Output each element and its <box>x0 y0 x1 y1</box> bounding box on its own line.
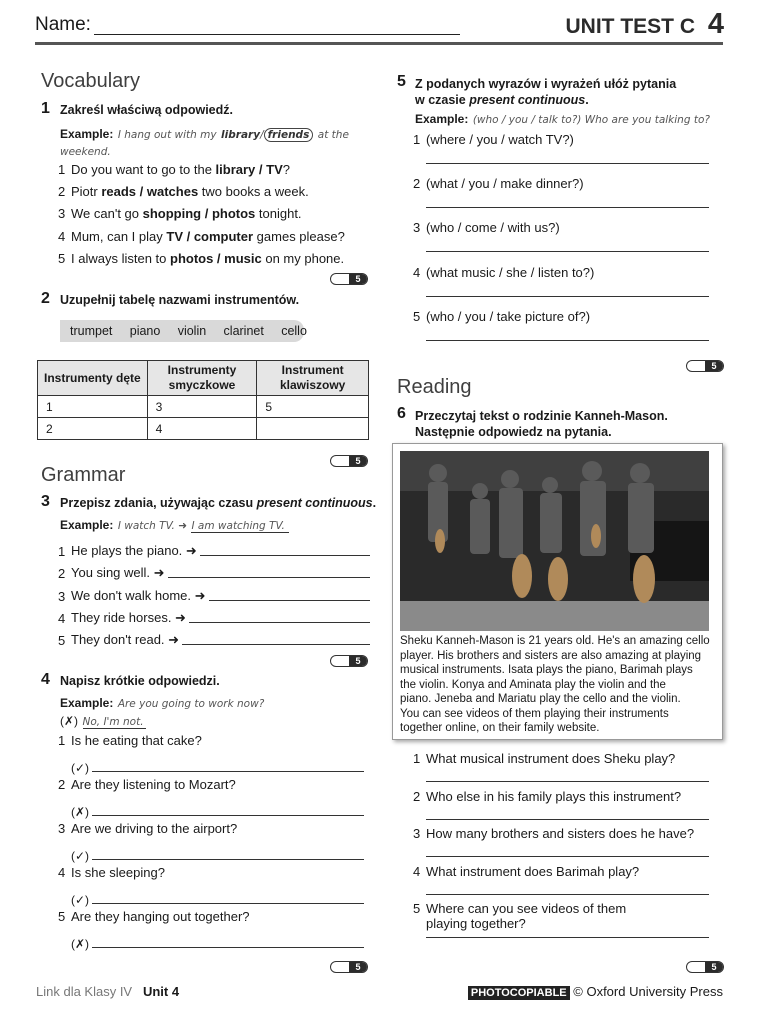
answer-line[interactable] <box>426 856 709 857</box>
answer-row <box>58 754 364 775</box>
q6-instruction: Przeczytaj tekst o rodzinie Kanneh-Mason. Następnie odpowiedz na pytania. <box>415 409 668 439</box>
musicians-silhouette <box>400 451 709 631</box>
q5-number: 5 <box>397 73 406 90</box>
item-text: Is she sleeping? <box>71 865 165 880</box>
reading-card <box>392 443 723 740</box>
q3-example <box>60 516 289 534</box>
passage-line: You can see videos of them playing their instruments <box>400 707 669 720</box>
q2-score <box>330 455 368 467</box>
question-row <box>413 826 709 841</box>
answer-line[interactable] <box>189 622 370 623</box>
item-number: 3 <box>58 821 66 836</box>
item-text: (what / you / make dinner?) <box>426 176 584 192</box>
q4-items <box>58 733 364 953</box>
q3-items <box>58 537 370 648</box>
table-header-keyboard: Instrument klawiszowy <box>257 361 369 396</box>
q3-instruction: Przepisz zdania, używając czasu present continuous. <box>60 496 377 510</box>
list-item <box>58 229 368 251</box>
table-cell[interactable]: 2 <box>38 418 148 440</box>
item-number: 5 <box>58 909 66 924</box>
answer-mark: (✓) <box>71 761 90 775</box>
q4-number: 4 <box>41 671 50 688</box>
q1-example-text: I hang out with my <box>117 129 217 141</box>
answer-row <box>58 798 364 819</box>
list-item <box>58 184 368 206</box>
q5-example <box>415 110 710 128</box>
item-text: (what music / she / listen to?) <box>426 264 595 280</box>
list-item <box>58 733 364 777</box>
q1-example-text-3: weekend. <box>60 146 111 158</box>
q1-example-label: Example: <box>60 127 114 141</box>
item-number: 2 <box>58 184 66 200</box>
footer-book-title: Link dla Klasy IV <box>36 984 133 999</box>
q5-score <box>686 360 724 372</box>
item-text: (where / you / watch TV?) <box>426 132 574 147</box>
footer-publisher <box>468 984 723 999</box>
q1-example-text-2: at the <box>317 129 349 141</box>
item-text: Mum, can I play <box>71 228 167 244</box>
table-header-string: Instrumenty smyczkowe <box>147 361 257 396</box>
grammar-title: Grammar <box>41 464 126 486</box>
passage-line: musical instruments. Isata plays the piano, Barimah plays <box>400 664 693 676</box>
list-item <box>58 865 364 909</box>
answer-line[interactable] <box>92 815 364 816</box>
item-text: How many brothers and sisters does he have? <box>426 826 695 841</box>
question-row <box>58 733 364 754</box>
q3-score-value: 5 <box>349 656 367 666</box>
list-item <box>58 251 368 273</box>
question-row <box>58 821 364 842</box>
answer-line[interactable] <box>168 577 370 578</box>
item-text: What musical instrument does Sheku play? <box>426 751 676 766</box>
list-item <box>58 162 368 184</box>
list-item <box>413 751 709 789</box>
question-row <box>413 220 709 235</box>
q4-example <box>60 694 264 712</box>
q1-example-bold: library <box>221 129 261 141</box>
item-number: 2 <box>413 788 421 804</box>
unit-test-title: UNIT TEST C <box>565 15 695 38</box>
name-write-line[interactable] <box>94 34 460 35</box>
q5-items <box>413 132 709 353</box>
item-text: They ride horses. ➜ <box>71 609 186 625</box>
q1-number: 1 <box>41 100 50 117</box>
q3-example-prompt: I watch TV. ➜ <box>117 520 188 532</box>
item-number: 2 <box>58 777 66 792</box>
family-photo <box>400 451 709 631</box>
item-number: 4 <box>413 264 421 280</box>
answer-line[interactable] <box>209 600 370 601</box>
vocabulary-title: Vocabulary <box>41 70 140 92</box>
item-number: 4 <box>58 228 66 244</box>
table-cell[interactable]: 1 <box>38 396 148 418</box>
table-cell[interactable]: 3 <box>147 396 257 418</box>
choice-options[interactable]: reads / watches <box>101 184 199 200</box>
list-item <box>58 206 368 228</box>
answer-line[interactable] <box>92 903 364 904</box>
table-row <box>38 418 369 440</box>
list-item <box>58 581 370 603</box>
item-text: Where can you see videos of them <box>426 901 627 916</box>
reading-passage <box>400 634 718 736</box>
q1-items <box>58 162 368 273</box>
question-row <box>413 132 709 147</box>
footer-book <box>36 984 179 999</box>
list-item <box>58 777 364 821</box>
table-cell[interactable]: 5 <box>257 396 369 418</box>
choice-options[interactable]: photos / music <box>170 250 262 266</box>
q2-number: 2 <box>41 290 50 307</box>
list-item <box>58 604 370 626</box>
q3-example-answer: I am watching TV. <box>191 520 288 533</box>
list-item <box>58 559 370 581</box>
item-text: He plays the piano. ➜ <box>71 543 197 559</box>
answer-mark: (✗) <box>71 805 90 819</box>
list-item <box>58 909 364 953</box>
list-item <box>413 176 709 220</box>
item-number: 3 <box>413 826 421 841</box>
q4-score-value: 5 <box>349 962 367 972</box>
answer-line[interactable] <box>426 251 709 252</box>
table-header-wind: Instrumenty dęte <box>38 361 148 396</box>
question-row <box>413 309 709 324</box>
list-item <box>413 309 709 353</box>
q5-example-label: Example: <box>415 112 469 126</box>
answer-line[interactable] <box>426 296 709 297</box>
question-row <box>413 901 709 916</box>
answer-line[interactable] <box>182 644 370 645</box>
item-number: 4 <box>58 610 66 626</box>
item-text: (who / come / with us?) <box>426 220 560 236</box>
list-item <box>413 901 709 951</box>
question-row <box>58 909 364 930</box>
item-number: 1 <box>58 162 66 177</box>
item-text: We don't walk home. ➜ <box>71 587 206 603</box>
item-number: 3 <box>58 206 66 222</box>
item-text-end: on my phone. <box>261 250 345 266</box>
q1-instruction: Zakreśl właściwą odpowiedź. <box>60 103 233 117</box>
q2-score-value: 5 <box>349 456 367 466</box>
q4-instruction: Napisz krótkie odpowiedzi. <box>60 674 220 688</box>
list-item <box>413 826 709 864</box>
answer-line[interactable] <box>426 937 709 938</box>
item-text-end: tonight. <box>255 206 302 222</box>
question-row <box>413 265 709 280</box>
passage-line: together online, on their family website. <box>400 722 600 734</box>
passage-line: the violin. Konya and Aminata play the violin and the <box>400 678 666 691</box>
item-number: 5 <box>413 308 421 324</box>
name-label: Name: <box>35 14 91 35</box>
item-text: We can't go <box>71 206 143 222</box>
passage-line: piano. Jeneba and Mariatu play the cello and the violin. <box>400 693 681 705</box>
answer-line[interactable] <box>426 894 709 895</box>
passage-line: Sheku Kanneh-Mason is 21 years old. He's an amazing cello <box>400 635 710 647</box>
list-item <box>413 789 709 827</box>
q4-example-answer: No, I'm not. <box>82 716 144 728</box>
table-cell[interactable]: 4 <box>147 418 257 440</box>
item-text: (who / you / take picture of?) <box>426 308 591 324</box>
item-number: 1 <box>58 544 66 560</box>
item-text-end: two books a week. <box>198 184 309 200</box>
item-text: Piotr <box>71 184 102 200</box>
answer-line[interactable] <box>426 781 709 782</box>
answer-mark: (✓) <box>71 849 90 863</box>
answer-line[interactable] <box>426 819 709 820</box>
answer-line[interactable] <box>426 163 709 164</box>
q5-score-value: 5 <box>705 361 723 371</box>
item-text: I always listen to <box>71 250 170 266</box>
item-number: 5 <box>413 901 421 916</box>
q1-score <box>330 273 368 285</box>
question-row <box>413 789 709 804</box>
q3-number: 3 <box>41 493 50 510</box>
item-text-end: games please? <box>253 228 345 244</box>
table-cell[interactable] <box>257 418 369 440</box>
photocopiable-badge: PHOTOCOPIABLE <box>468 986 570 1000</box>
q4-example-label: Example: <box>60 696 114 710</box>
item-number: 3 <box>58 588 66 604</box>
table-row <box>38 396 369 418</box>
list-item <box>58 537 370 559</box>
q3-score <box>330 655 368 667</box>
q6-items <box>413 751 709 951</box>
list-item <box>58 821 364 865</box>
q1-score-value: 5 <box>349 274 367 284</box>
answer-row <box>58 842 364 863</box>
list-item <box>413 265 709 309</box>
question-row <box>413 751 709 766</box>
q6-number: 6 <box>397 405 406 422</box>
item-number: 4 <box>413 863 421 879</box>
item-text: Are we driving to the airport? <box>71 821 238 836</box>
question-row <box>58 777 364 798</box>
item-number: 4 <box>58 865 66 880</box>
question-row <box>413 864 709 879</box>
q4-score <box>330 961 368 973</box>
q4-example-question: Are you going to work now? <box>117 698 265 710</box>
question-row-2: playing together? <box>426 916 526 931</box>
q6-score-value: 5 <box>705 962 723 972</box>
item-number: 1 <box>413 751 421 766</box>
reading-title: Reading <box>397 376 472 398</box>
item-text: Who else in his family plays this instrument? <box>426 788 682 804</box>
question-row <box>58 865 364 886</box>
item-text: Is he eating that cake? <box>71 733 202 748</box>
answer-line[interactable] <box>426 207 709 208</box>
choice-options[interactable]: TV / computer <box>166 228 254 244</box>
q5-instruction: Z podanych wyrazów i wyrażeń ułóż pytania w czasie present continuous. <box>415 77 677 107</box>
item-text-end: ? <box>282 162 290 177</box>
q3-example-label: Example: <box>60 518 114 532</box>
header-rule <box>35 42 723 45</box>
item-text: You sing well. ➜ <box>71 565 165 581</box>
item-number: 2 <box>413 176 421 192</box>
item-number: 1 <box>58 733 66 748</box>
item-number: 3 <box>413 220 421 236</box>
q4-example-mark: (✗) <box>60 714 79 728</box>
answer-row <box>58 886 364 907</box>
item-text: Are they hanging out together? <box>71 909 250 924</box>
item-number: 1 <box>413 132 421 147</box>
q4-example-answer-row <box>60 712 146 730</box>
choice-options[interactable]: shopping / photos <box>142 206 256 222</box>
list-item <box>413 220 709 264</box>
answer-line[interactable] <box>426 340 709 341</box>
list-item <box>58 626 370 648</box>
answer-line[interactable] <box>92 947 364 948</box>
question-row <box>413 176 709 191</box>
item-text: Are they listening to Mozart? <box>71 777 236 792</box>
q1-example-circled: friends <box>264 128 314 142</box>
item-number: 5 <box>58 632 66 648</box>
q6-score <box>686 961 724 973</box>
answer-line[interactable] <box>92 771 364 772</box>
list-item <box>413 864 709 902</box>
list-item <box>413 132 709 176</box>
answer-mark: (✗) <box>71 937 90 951</box>
answer-row <box>58 930 364 951</box>
choice-options[interactable]: library / TV <box>215 162 283 177</box>
instrument-word-box: trumpet piano violin clarinet cello <box>60 320 304 342</box>
publisher-text: © Oxford University Press <box>573 984 723 999</box>
q5-example-text: (who / you / talk to?) Who are you talking to? <box>472 114 710 126</box>
item-text: They don't read. ➜ <box>71 631 180 647</box>
item-number: 5 <box>58 250 66 266</box>
answer-mark: (✓) <box>71 893 90 907</box>
passage-line: player. His brothers and sisters are also amazing at playing <box>400 649 702 662</box>
item-number: 2 <box>58 566 66 582</box>
answer-line[interactable] <box>200 555 370 556</box>
instrument-table <box>37 360 369 440</box>
footer-unit: Unit 4 <box>142 984 180 999</box>
unit-number: 4 <box>707 8 724 40</box>
q2-instruction: Uzupełnij tabelę nazwami instrumentów. <box>60 293 300 307</box>
answer-line[interactable] <box>92 859 364 860</box>
item-text: What instrument does Barimah play? <box>426 863 640 879</box>
q1-example: Example: I hang out with my library/ friends at the weekend. <box>60 127 349 158</box>
item-text: Do you want to go to the <box>71 162 216 177</box>
